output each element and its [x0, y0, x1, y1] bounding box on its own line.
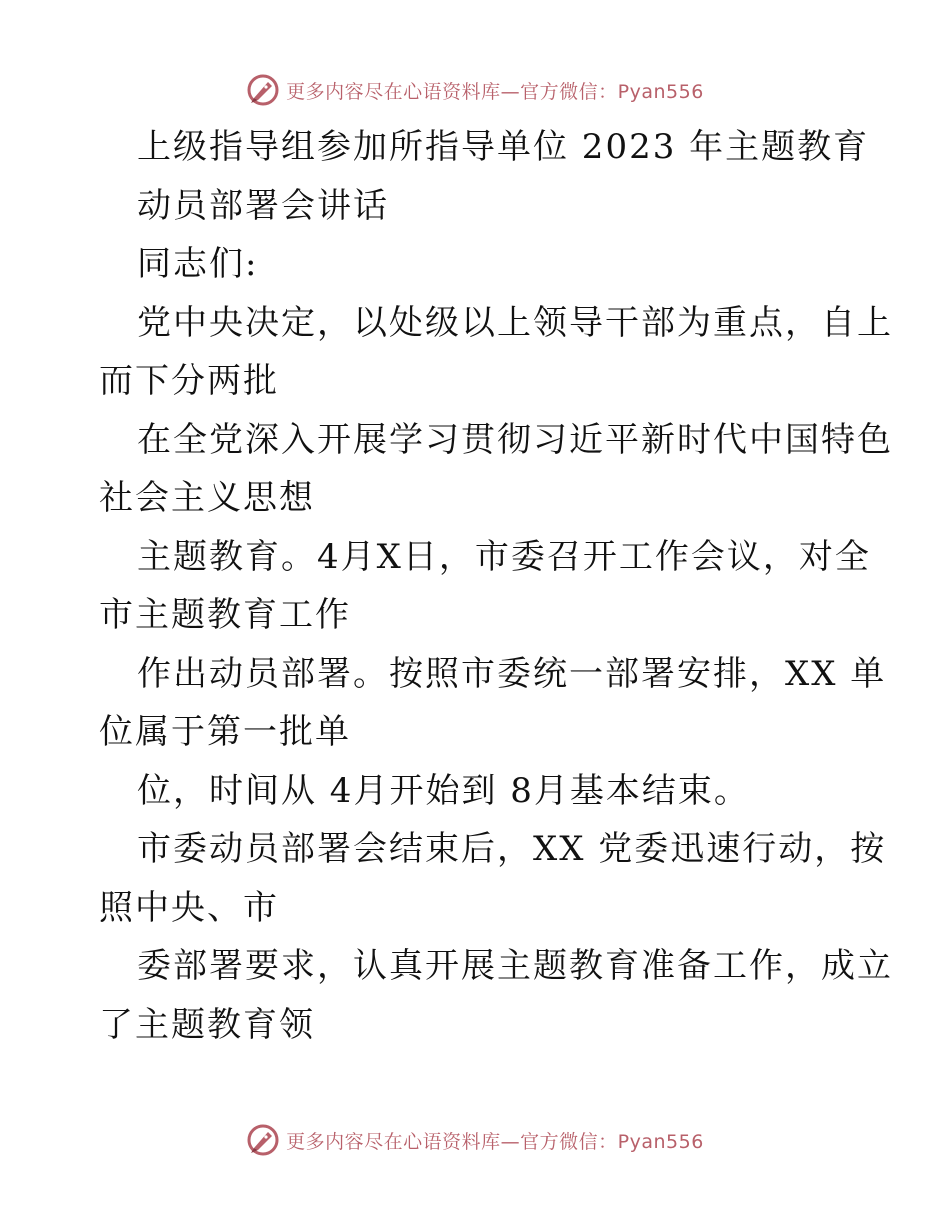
- header-watermark: [0, 70, 950, 110]
- title-line-1: 上级指导组参加所指导单位 2023 年主题教育: [137, 127, 870, 167]
- paragraph-line: 在全党深入开展学习贯彻习近平新时代中国特色: [137, 419, 893, 460]
- watermark-text: 更多内容尽在心语资料库—官方微信：Pyan556: [286, 1130, 704, 1153]
- paragraph-line: 作出动员部署。按照市委统一部署安排，XX 单: [137, 653, 887, 694]
- paragraph-line: 了主题教育领: [99, 1004, 315, 1045]
- paragraph-line: 委部署要求，认真开展主题教育准备工作，成立: [137, 946, 893, 986]
- salutation: 同志们:: [137, 244, 259, 284]
- pen-nib-logo-icon: [246, 73, 280, 107]
- pen-nib-logo-icon: [246, 1123, 280, 1157]
- paragraph-line: 市主题教育工作: [99, 595, 351, 635]
- paragraph-line: 主题教育。4月X日，市委召开工作会议，对全: [137, 536, 871, 577]
- watermark-text: 更多内容尽在心语资料库—官方微信：Pyan556: [286, 80, 704, 103]
- document-body: [99, 118, 893, 1054]
- paragraph-line: 社会主义思想: [99, 478, 315, 518]
- paragraph-line: 党中央决定，以处级以上领导干部为重点，自上: [137, 302, 893, 343]
- paragraph-line: 市委动员部署会结束后，XX 党委迅速行动，按: [137, 829, 887, 869]
- paragraph-line: 照中央、市: [99, 887, 279, 928]
- paragraph-line: 位属于第一批单: [99, 712, 351, 752]
- footer-watermark: [0, 1120, 950, 1160]
- title-line-2: 动员部署会讲话: [137, 185, 389, 226]
- paragraph-line: 而下分两批: [99, 361, 279, 401]
- paragraph-line: 位，时间从 4月开始到 8月基本结束。: [137, 770, 750, 811]
